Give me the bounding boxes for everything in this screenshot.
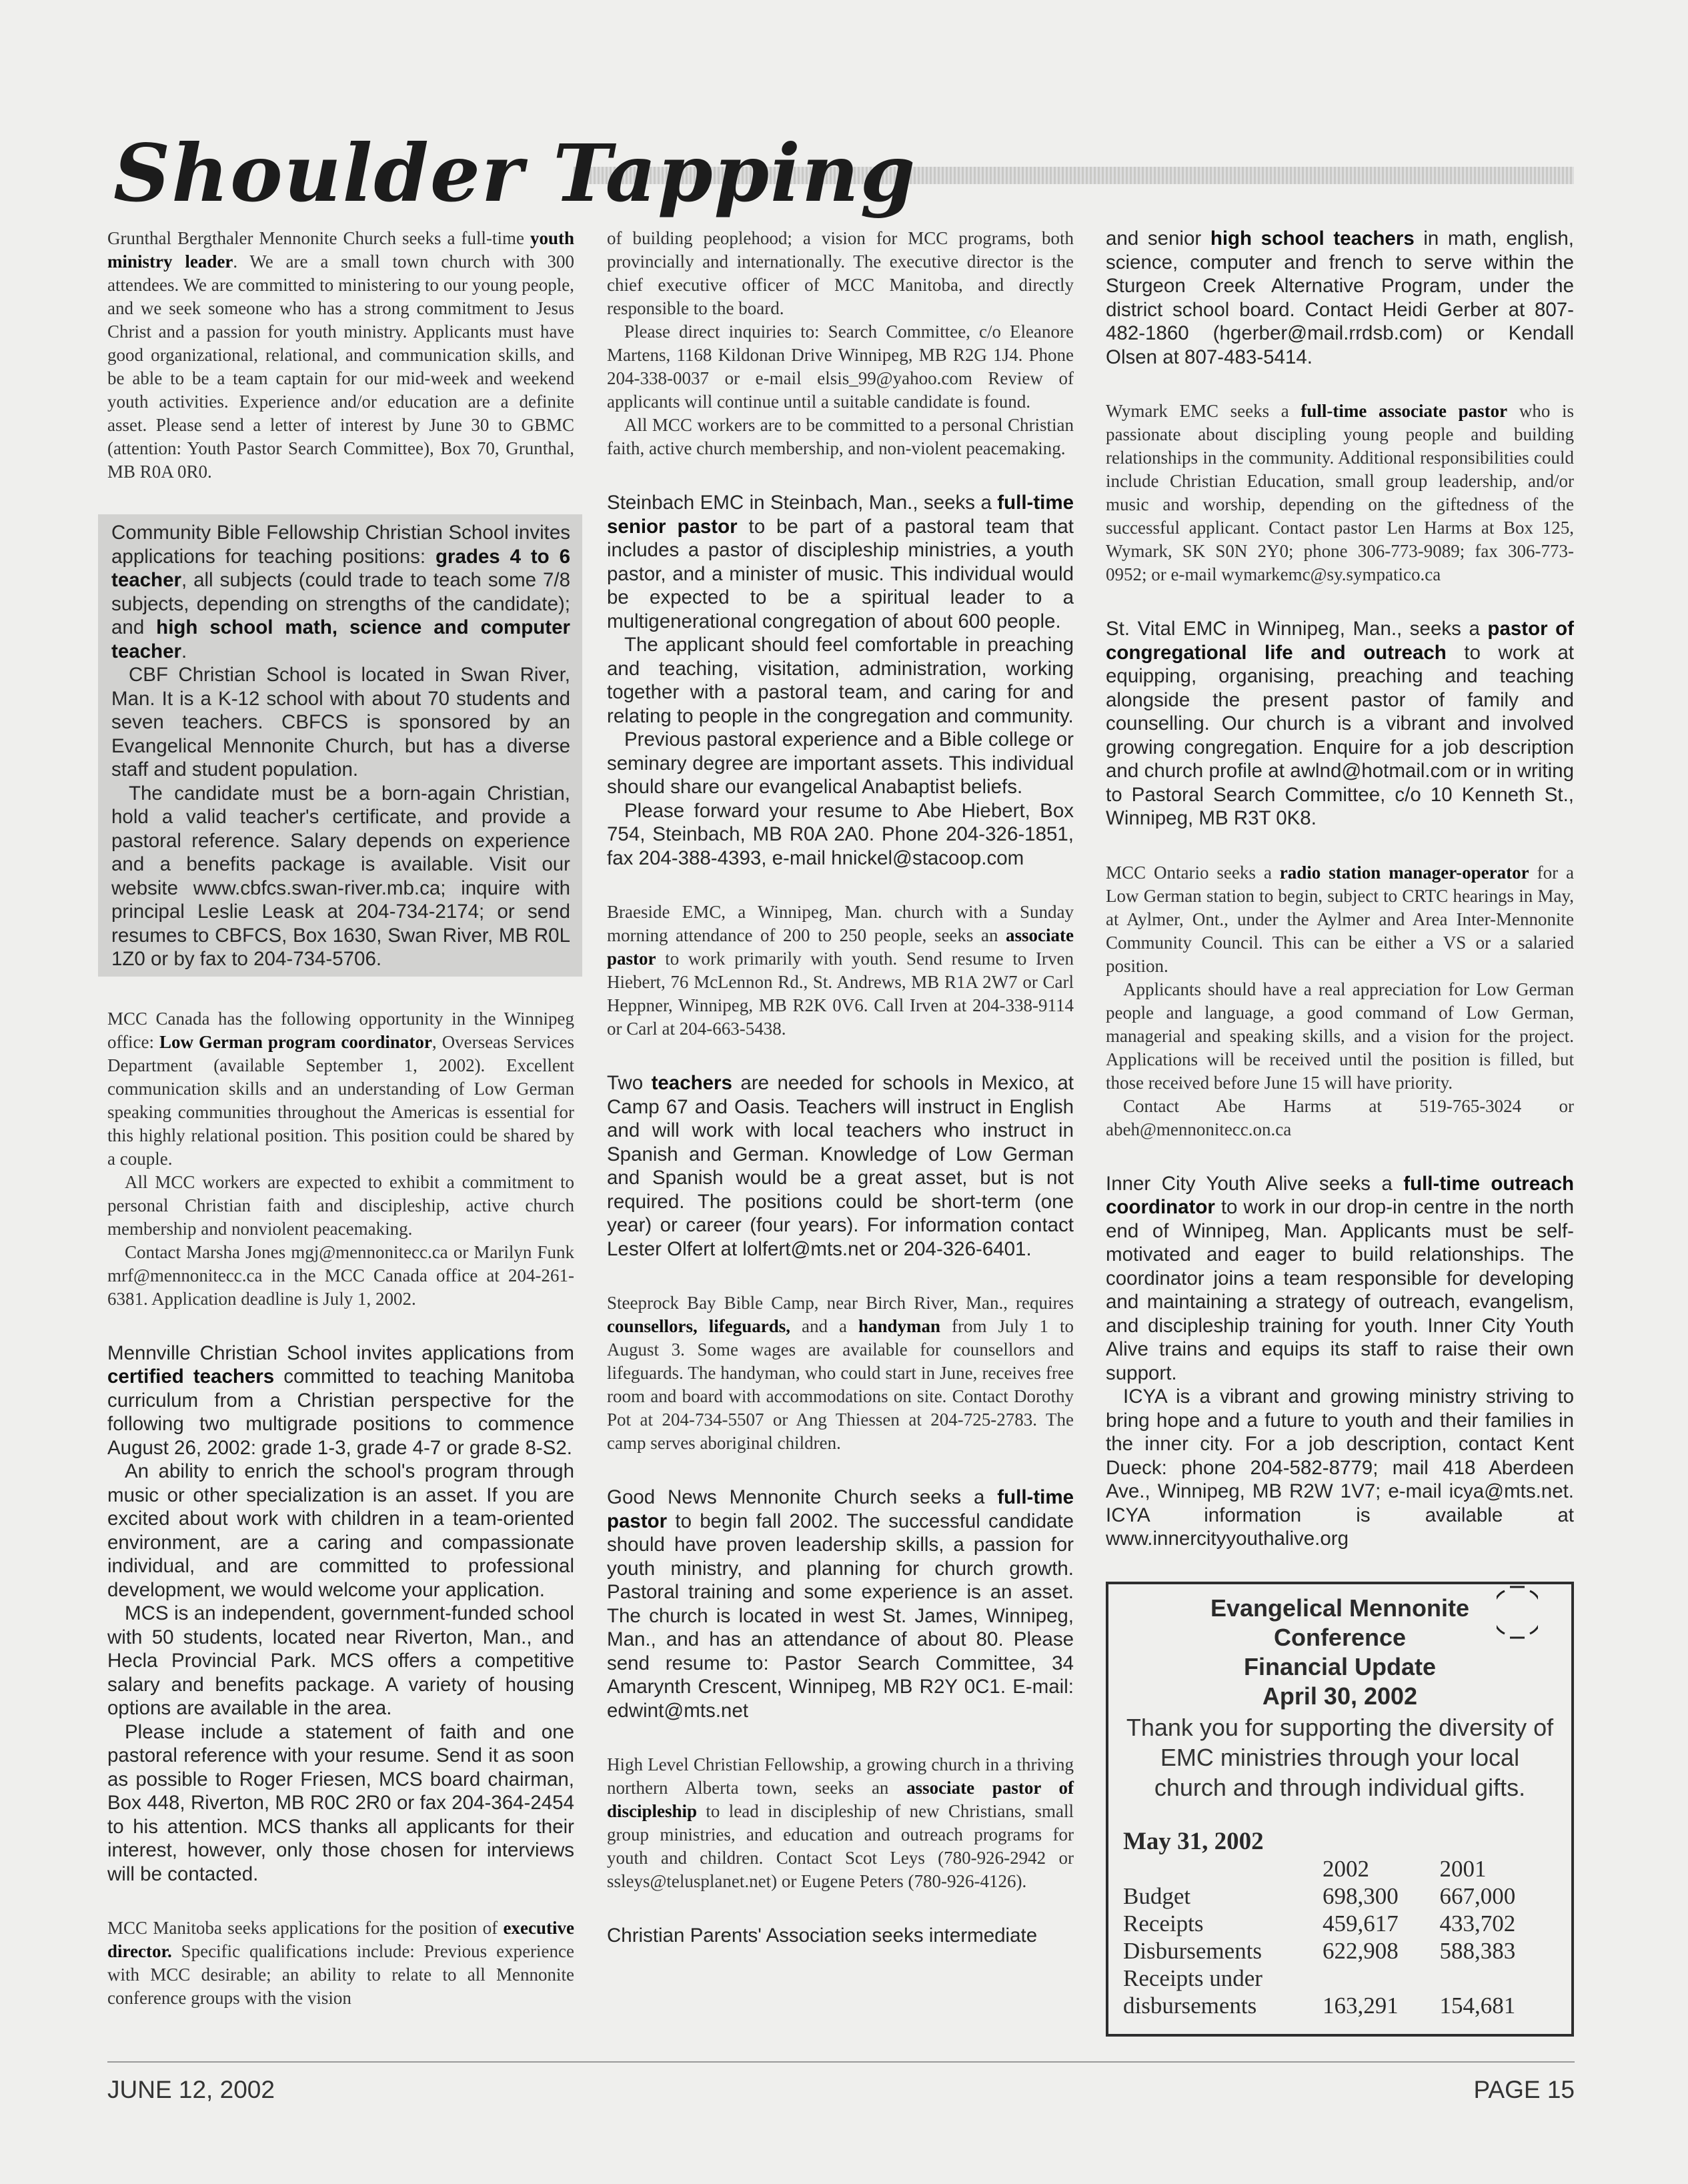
listing-paragraph [107, 1241, 574, 1311]
listing-text: in math, english, science, computer and french to serve within the Sturgeon Creek Alternative Program, under the district school board. Contact Heidi Gerber at 807-482-1860 (hgerber@mail.rrdsb.com) or Kendall Olsen at 807-483-5414. [1106, 227, 1575, 368]
financial-date: May 31, 2002 [1123, 1827, 1264, 1855]
footer-date: JUNE 12, 2002 [107, 2076, 275, 2103]
column-3 [1106, 227, 1574, 2037]
position-title: high school teachers [1210, 227, 1415, 249]
listing-text: to work primarily with youth. Send resume to Irven Hiebert, 76 McLennon Rd., St. Andrews, MB R1A 2W7 or Carl Heppner, Winnipeg, MB R2K 0V6. Call Irven at 204-338-9114 or Carl at 204-663-5438. [607, 949, 1074, 1039]
listing-text: High Level Christian Fellowship, a growing church in a thriving northern Alberta town, seeks an [607, 1754, 1074, 1798]
listing-text: who is passionate about discipling young people and building relationships in the community. Additional responsibilities could include Christian Education, small group leadership, and/or music and worship, depending on the giftedness of the successful applicant. Contact pastor Len Harms at Box 125, Wymark, SK S0N 2Y0; phone 306-773-9089; fax 306-773-0952; or e-mail wymarkemc@sy.sympatico.ca [1106, 401, 1574, 584]
financial-update-box [1106, 1582, 1574, 2037]
listing-text: Mennville Christian School invites applications from [107, 1341, 574, 1364]
position-title: handyman [858, 1316, 941, 1336]
listing-text: to work in our drop-in centre in the north end of Winnipeg, Man. Applicants must be self-motivated and eager to build relationships. The coordinator joins a team responsible for developing and maintaining a strategy of outreach, evangelism, and discipleship training for youth. Inner City Youth Alive trains and equips its staff to raise their own support. [1106, 1196, 1574, 1384]
job-listing [107, 1917, 574, 2010]
listing-text: . [181, 640, 187, 662]
listing-paragraph [107, 227, 574, 484]
job-listing [107, 1341, 574, 1886]
row-label: Receipts [1123, 1910, 1204, 1937]
listing-text: An ability to enrich the school's program through music or other specialization is an asset. If you are excited about work with children in a team-oriented environment, are a caring and compassionate individual, and are committed to professional development, we would welcome your application. [107, 1460, 574, 1601]
position-title: high school math, science and computer teacher [111, 616, 570, 662]
job-listing [1106, 617, 1574, 831]
job-listing [607, 1486, 1074, 1722]
job-listing [607, 1924, 1074, 1948]
listing-paragraph [1106, 1385, 1574, 1551]
listing-text: Community Bible Fellowship Christian School invites applications for teaching positions: [111, 522, 570, 568]
financial-row [1123, 1882, 1557, 1910]
listing-text: MCC Canada has the following opportunity in the Winnipeg office: [107, 1008, 574, 1052]
column-header-2001: 2001 [1439, 1855, 1487, 1882]
listing-text: Please include a statement of faith and one pastoral reference with your resume. Send it as soon as possible to Roger Friesen, MCS board chairman, Box 448, Riverton, MB R0C 2R0 or fax 204-364-2454 to his attention. MCS thanks all applicants for their interest, however, only those chosen for interviews will be contacted. [107, 1720, 574, 1885]
row-value: 163,291 [1323, 1992, 1399, 2019]
listing-paragraph [607, 1291, 1074, 1455]
listing-text: . We are a small town church with 300 attendees. We are committed to ministering to our young people, and we seek someone who has a strong commitment to Jesus Christ and a passion for youth ministry. Applicants must have good organizational, relational, and communication skills, and be able to be a team captain for our mid-week and weekend youth activities. Experience and/or education are a definite asset. Please send a letter of interest by June 30 to GBMC (attention: Youth Pastor Search Committee), Box 70, Grunthal, MB R0A 0R0. [107, 251, 575, 482]
job-listing [607, 1753, 1074, 1893]
listing-text: of building peoplehood; a vision for MCC programs, both provincially and internationally. The executive director is the chief executive officer of MCC Manitoba, and directly responsible to the board. [607, 228, 1074, 318]
financial-row [1123, 1910, 1557, 1937]
listing-text: CBF Christian School is located in Swan River, Man. It is a K-12 school with about 70 students and seven teachers. CBFCS is sponsored by an Evangelical Mennonite Church, but has a diverse staff and student population. [111, 664, 570, 780]
job-listing [1106, 1172, 1574, 1551]
position-title: certified teachers [107, 1366, 275, 1388]
row-value: 459,617 [1323, 1910, 1399, 1937]
row-value [1323, 1965, 1440, 1992]
column-header-2002: 2002 [1323, 1855, 1369, 1882]
listing-text: from July 1 to August 3. Some wages are available for counsellors and lifeguards. The handyman, who could start in June, receives free room and board with accommodations on site. Contact Dorothy Pot at 204-734-5507 or Ang Thiessen at 204-725-2783. The camp serves aboriginal children. [607, 1316, 1074, 1453]
column-2 [607, 227, 1074, 1979]
clock-icon [1497, 1584, 1538, 1640]
listing-text: Two [607, 1072, 652, 1094]
financial-update-heading [1123, 1594, 1557, 1711]
position-title: radio station manager-operator [1279, 862, 1529, 883]
row-label: Receipts under [1123, 1965, 1262, 1991]
listing-text: The candidate must be a born-again Christian, hold a valid teacher's certificate, and provide a pastoral reference. Salary depends on experience and a benefits package is available. Visit our website www.cbfcs.swan-river.mb.ca; inquire with principal Leslie Leask at 204-734-2174; or send resumes to CBFCS, Box 1630, Swan River, MB R0L 1Z0 or by fax to 204-734-5706. [111, 782, 570, 970]
page-title: Shoulder Tapping [113, 127, 917, 219]
listing-paragraph [1106, 978, 1574, 1095]
listing-text: and a [790, 1316, 858, 1336]
job-listing [607, 901, 1074, 1041]
financial-row [1123, 1992, 1557, 2019]
row-label: disbursements [1123, 1992, 1257, 2019]
listing-text: Contact Abe Harms at 519-765-3024 or abeh@mennonitecc.on.ca [1106, 1095, 1574, 1139]
position-title: full-time outreach coordinator [1106, 1172, 1574, 1218]
listing-text: for a Low German station to begin, subject to CRTC hearings in May, at Aylmer, Ont., under the Aylmer and Area Inter-Mennonite Community Council. This can be either a VS or a salaried position. [1106, 862, 1574, 976]
listing-text: Wymark EMC seeks a [1106, 401, 1301, 421]
position-title: full-time senior pastor [607, 492, 1074, 538]
listing-paragraph [107, 1341, 574, 1460]
listing-text: , all subjects (could trade to teach some 7/8 subjects, depending on strengths of the candidate); and [111, 569, 570, 638]
listing-paragraph [607, 1924, 1074, 1948]
listing-text: to work at equipping, organising, preaching and teaching alongside the present pastor of family and counselling. Our church is a vibrant and involved growing congregation. Enquire for a job description and church profile at awlnd@hotmail.com or in writing to Pastoral Search Committee, c/o 10 Kenneth St., Winnipeg, MB R3T 0K8. [1106, 641, 1575, 829]
listing-paragraph [111, 782, 570, 971]
listing-text: Christian Parents' Association seeks intermediate [607, 1925, 1038, 1947]
row-value: 698,300 [1323, 1882, 1399, 1909]
listing-text: to be part of a pastoral team that includes a pastor of discipleship ministries, a youth pastor, and a minister of music. This individual would be expected to be a spiritual leader to a multigenerational congregation of about 600 people. [607, 515, 1074, 632]
row-label: Budget [1123, 1882, 1191, 1909]
position-title: grades 4 to 6 teacher [111, 545, 570, 591]
column-1 [107, 227, 574, 2041]
listing-paragraph [607, 491, 1074, 633]
listing-paragraph [607, 1071, 1074, 1261]
heading-line: April 30, 2002 [1262, 1682, 1418, 1710]
listing-paragraph [607, 227, 1074, 320]
position-title: youth ministry leader [107, 228, 574, 271]
listing-paragraph [111, 521, 570, 663]
row-value: 588,383 [1439, 1937, 1516, 1964]
listing-paragraph [107, 1460, 574, 1602]
job-listing [607, 1071, 1074, 1261]
position-title: associate pastor [607, 925, 1074, 969]
listing-text: MCC Manitoba seeks applications for the position of [107, 1918, 504, 1938]
listing-paragraph [111, 663, 570, 782]
listing-paragraph [607, 799, 1074, 871]
listing-text: Contact Marsha Jones mgj@mennonitecc.ca or Marilyn Funk mrf@mennonitecc.ca in the MCC Canada office at 204-261-6381. Application deadline is July 1, 2002. [107, 1241, 574, 1309]
listing-text: Steinbach EMC in Steinbach, Man., seeks a [607, 492, 998, 514]
heading-line: Evangelical Mennonite [1210, 1594, 1470, 1622]
job-listing [607, 491, 1074, 870]
listing-text: Braeside EMC, a Winnipeg, Man. church with a Sunday morning attendance of 200 to 250 people, seeks an [607, 902, 1074, 945]
listing-text: Inner City Youth Alive seeks a [1106, 1172, 1404, 1195]
listing-paragraph [607, 1753, 1074, 1893]
listing-text: The applicant should feel comfortable in preaching and teaching, visitation, administration, working together with a pastoral team, and caring for and relating to people in the congregation and community. [607, 634, 1074, 727]
listing-paragraph [1106, 1095, 1574, 1141]
row-value: 622,908 [1323, 1937, 1399, 1964]
listing-paragraph [1106, 617, 1574, 831]
position-title: associate pastor of discipleship [607, 1778, 1074, 1821]
listing-text: Grunthal Bergthaler Mennonite Church seeks a full-time [107, 228, 530, 248]
listing-paragraph [107, 1007, 574, 1171]
job-listing [1106, 227, 1574, 369]
job-listing [98, 514, 582, 977]
listing-text: Applicants should have a real appreciation for Low German people and language, a good command of Low German, managerial and speaking skills, and a vision for the project. Applications will be received until the position is filled, but those received before June 15 will have priority. [1106, 979, 1574, 1093]
financial-row [1123, 1937, 1557, 1965]
listing-text: MCC Ontario seeks a [1106, 862, 1280, 883]
listing-text: Please forward your resume to Abe Hiebert, Box 754, Steinbach, MB R0A 2A0. Phone 204-326-1851, fax 204-388-4393, e-mail hnickel@stacoop.com [607, 799, 1074, 869]
listing-text: and senior [1106, 227, 1210, 249]
listing-paragraph [607, 414, 1074, 460]
listing-text: are needed for schools in Mexico, at Camp 67 and Oasis. Teachers will instruct in English and will work with local teachers who instruct in Spanish and German. Knowledge of Low German and Spanish would be a great asset, but is not required. The positions could be short-term (one year) or career (four years). For information contact Lester Olfert at lolfert@mts.net or 204-326-6401. [607, 1072, 1074, 1260]
listing-paragraph [607, 633, 1074, 728]
listing-text: Previous pastoral experience and a Bible college or seminary degree are important assets. This individual should share our evangelical Anabaptist beliefs. [607, 728, 1074, 798]
row-value [1440, 1965, 1557, 1992]
listing-text: Good News Mennonite Church seeks a [607, 1486, 998, 1508]
row-value: 667,000 [1439, 1882, 1516, 1909]
listing-text: , Overseas Services Department (available September 1, 2002). Excellent communication skills and an understanding of Low German speaking communities throughout the Americas is essential for this highly relational position. This position could be shared by a couple. [107, 1031, 574, 1169]
listing-paragraph [107, 1720, 574, 1886]
heading-line: Conference [1273, 1623, 1407, 1651]
listing-text: ICYA is a vibrant and growing ministry striving to bring hope and a future to youth and their families in the inner city. For a job description, contact Kent Dueck: phone 204-582-8779; mail 418 Aberdeen Ave., Winnipeg, MB R2W 1V7; e-mail icya@mts.net. ICYA information is available at www.innercityyouthalive.org [1106, 1386, 1574, 1550]
row-value: 433,702 [1439, 1910, 1516, 1937]
listing-text: to lead in discipleship of new Christians, small group ministries, and education and outreach programs for youth and children. Contact Scot Leys (780-926-2942 or ssleys@telusplanet.net) or Eugene Peters (780-926-4126). [607, 1801, 1074, 1891]
job-listing [107, 227, 574, 484]
listing-text: Specific qualifications include: Previous experience with MCC desirable; an ability to relate to all Mennonite conference groups with the vision [107, 1941, 574, 2008]
job-listing [607, 227, 1074, 460]
row-value: 154,681 [1439, 1992, 1516, 2019]
listing-paragraph [1106, 227, 1574, 369]
position-title: counsellors, lifeguards, [607, 1316, 790, 1336]
job-listing [107, 1007, 574, 1311]
financial-row [1123, 1965, 1557, 1992]
listing-paragraph [107, 1171, 574, 1241]
job-listing [1106, 861, 1574, 1141]
listing-paragraph [107, 1917, 574, 2010]
position-title: executive director. [107, 1918, 574, 1961]
listing-paragraph [607, 728, 1074, 799]
listing-paragraph [607, 901, 1074, 1041]
position-title: full-time pastor [607, 1486, 1074, 1532]
listing-text: St. Vital EMC in Winnipeg, Man., seeks a [1106, 618, 1488, 640]
listing-paragraph [607, 1486, 1074, 1722]
position-title: full-time associate pastor [1301, 401, 1508, 421]
listing-paragraph [1106, 1172, 1574, 1386]
position-title: pastor of congregational life and outreach [1106, 618, 1574, 664]
job-listing [607, 1291, 1074, 1455]
listing-paragraph [1106, 400, 1574, 586]
listing-text: committed to teaching Manitoba curriculum from a Christian perspective for the following two multigrade positions to commence August 26, 2002: grade 1-3, grade 4-7 or grade 8-S2. [107, 1366, 575, 1459]
listing-text: All MCC workers are to be committed to a personal Christian faith, active church membership, and non-violent peacemaking. [607, 415, 1074, 458]
listing-text: to begin fall 2002. The successful candidate should have proven leadership skills, a passion for youth ministry, and planning for church growth. Pastoral training and some experience is an asset. The church is located in west St. James, Winnipeg, Man., and has an attendance of about 80. Please send resume to: Pastor Search Committee, 34 Amarynth Crescent, Winnipeg, MB R2Y 0C1. E-mail: edwint@mts.net [607, 1510, 1074, 1722]
listing-paragraph [607, 320, 1074, 414]
footer-rule [107, 2061, 1575, 2063]
row-label: Disbursements [1123, 1937, 1262, 1964]
job-listing [1106, 400, 1574, 586]
listing-paragraph [1106, 861, 1574, 978]
position-title: teachers [651, 1072, 732, 1094]
listing-text: Please direct inquiries to: Search Committee, c/o Eleanore Martens, 1168 Kildonan Drive Winnipeg, MB R2G 1J4. Phone 204-338-0037 or e-mail elsis_99@yahoo.com Review of applicants will continue until a suitable candidate is found. [607, 322, 1074, 412]
heading-line: Financial Update [1243, 1652, 1437, 1680]
position-title: Low German program coordinator [159, 1031, 432, 1052]
financial-table [1123, 1828, 1557, 2019]
listing-text: Steeprock Bay Bible Camp, near Birch River, Man., requires [607, 1293, 1074, 1313]
footer-page-number: PAGE 15 [1473, 2076, 1575, 2103]
thank-you-message: Thank you for supporting the diversity of EMC ministries through your local church and through individual gifts. [1126, 1713, 1554, 1801]
listing-paragraph [107, 1602, 574, 1720]
listing-text: MCS is an independent, government-funded school with 50 students, located near Riverton, Man., and Hecla Provincial Park. MCS offers a competitive salary and benefits package. A variety of housing options are available in the area. [107, 1602, 574, 1719]
listing-text: All MCC workers are expected to exhibit a commitment to personal Christian faith and discipleship, active church membership and nonviolent peacemaking. [107, 1171, 574, 1239]
